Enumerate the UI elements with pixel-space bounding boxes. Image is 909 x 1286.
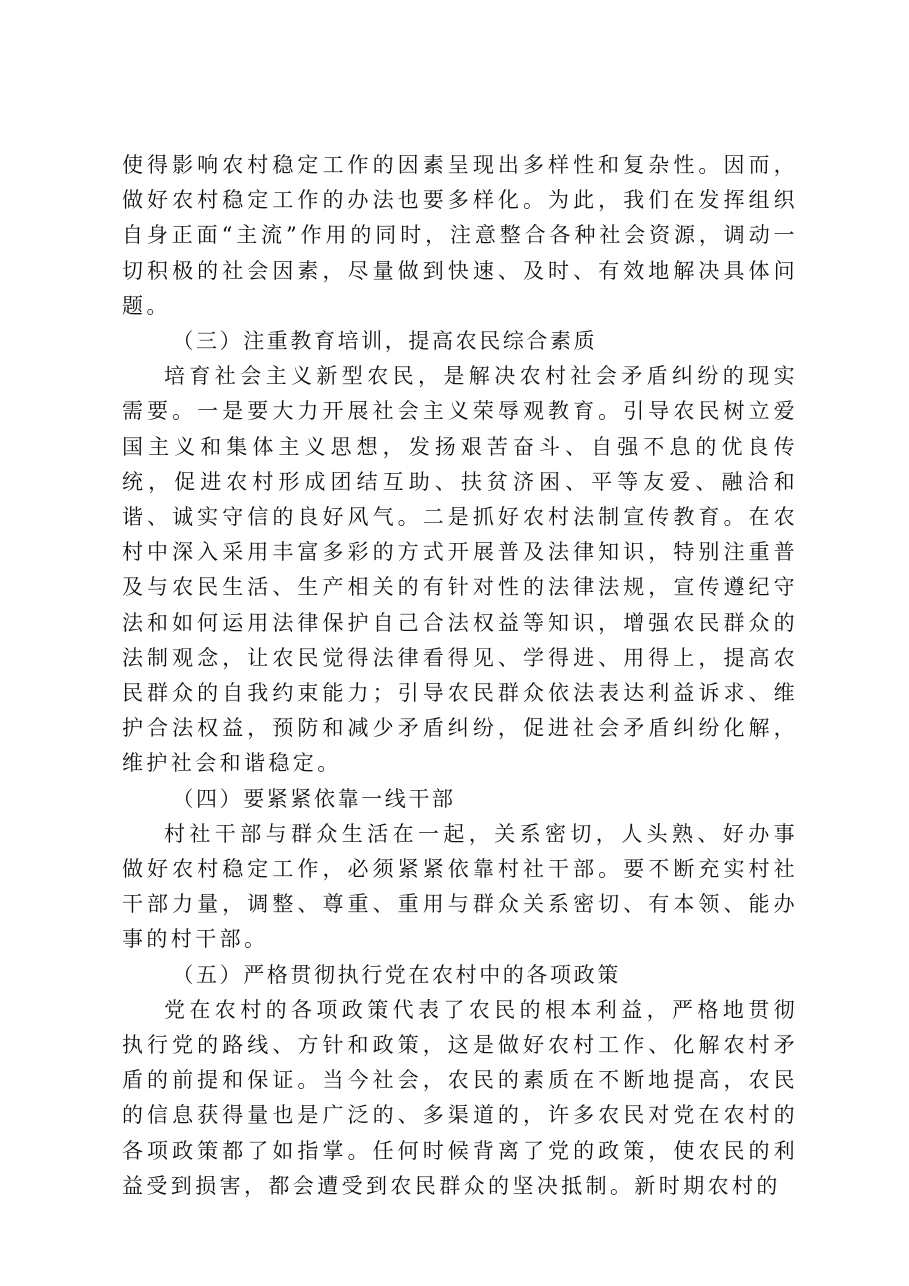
section-heading-4: （四）要紧紧依靠一线干部 (172, 786, 456, 811)
paragraph-cadres: 村社干部与群众生活在一起，关系密切，人头熟、好办事做好农村稳定工作，必须紧紧依靠村社干部。要不断充实村社干部力量，调整、尊重、重用与群众关系密切、有本领、能办事的村干部。 (122, 821, 798, 952)
paragraph-continuation: 使得影响农村稳定工作的因素呈现出多样性和复杂性。因而，做好农村稳定工作的办法也要多样化。为此，我们在发挥组织自身正面“主流”作用的同时，注意整合各种社会资源，调动一切积极的社会因素，尽量做到快速、及时、有效地解决具体问题。 (122, 153, 798, 318)
document-body (122, 148, 798, 1204)
section-heading-3: （三）注重教育培训，提高农民综合素质 (172, 329, 598, 354)
paragraph-policies: 党在农村的各项政策代表了农民的根本利益，严格地贯彻执行党的路线、方针和政策，这是做好农村工作、化解农村矛盾的前提和保证。当今社会，农民的素质在不断地提高，农民的信息获得量也是广泛的、多渠道的，许多农民对党在农村的各项政策都了如指掌。任何时候背离了党的政策，使农民的利益受到损害，都会遭受到农民群众的坚决抵制。新时期农村的 (122, 997, 798, 1198)
paragraph-education: 培育社会主义新型农民，是解决农村社会矛盾纠纷的现实需要。一是要大力开展社会主义荣辱观教育。引导农民树立爱国主义和集体主义思想，发扬艰苦奋斗、自强不息的优良传统，促进农村形成团结互助、扶贫济困、平等友爱、融洽和谐、诚实守信的良好风气。二是抓好农村法制宣传教育。在农村中深入采用丰富多彩的方式开展普及法律知识，特别注重普及与农民生活、生产相关的有针对性的法律法规，宣传遵纪守法和如何运用法律保护自己合法权益等知识，增强农民群众的法制观念，让农民觉得法律看得见、学得进、用得上，提高农民群众的自我约束能力；引导农民群众依法表达利益诉求、维护合法权益，预防和减少矛盾纠纷，促进社会矛盾纠纷化解，维护社会和谐稳定。 (122, 364, 798, 776)
section-heading-5: （五）严格贯彻执行党在农村中的各项政策 (172, 962, 621, 987)
